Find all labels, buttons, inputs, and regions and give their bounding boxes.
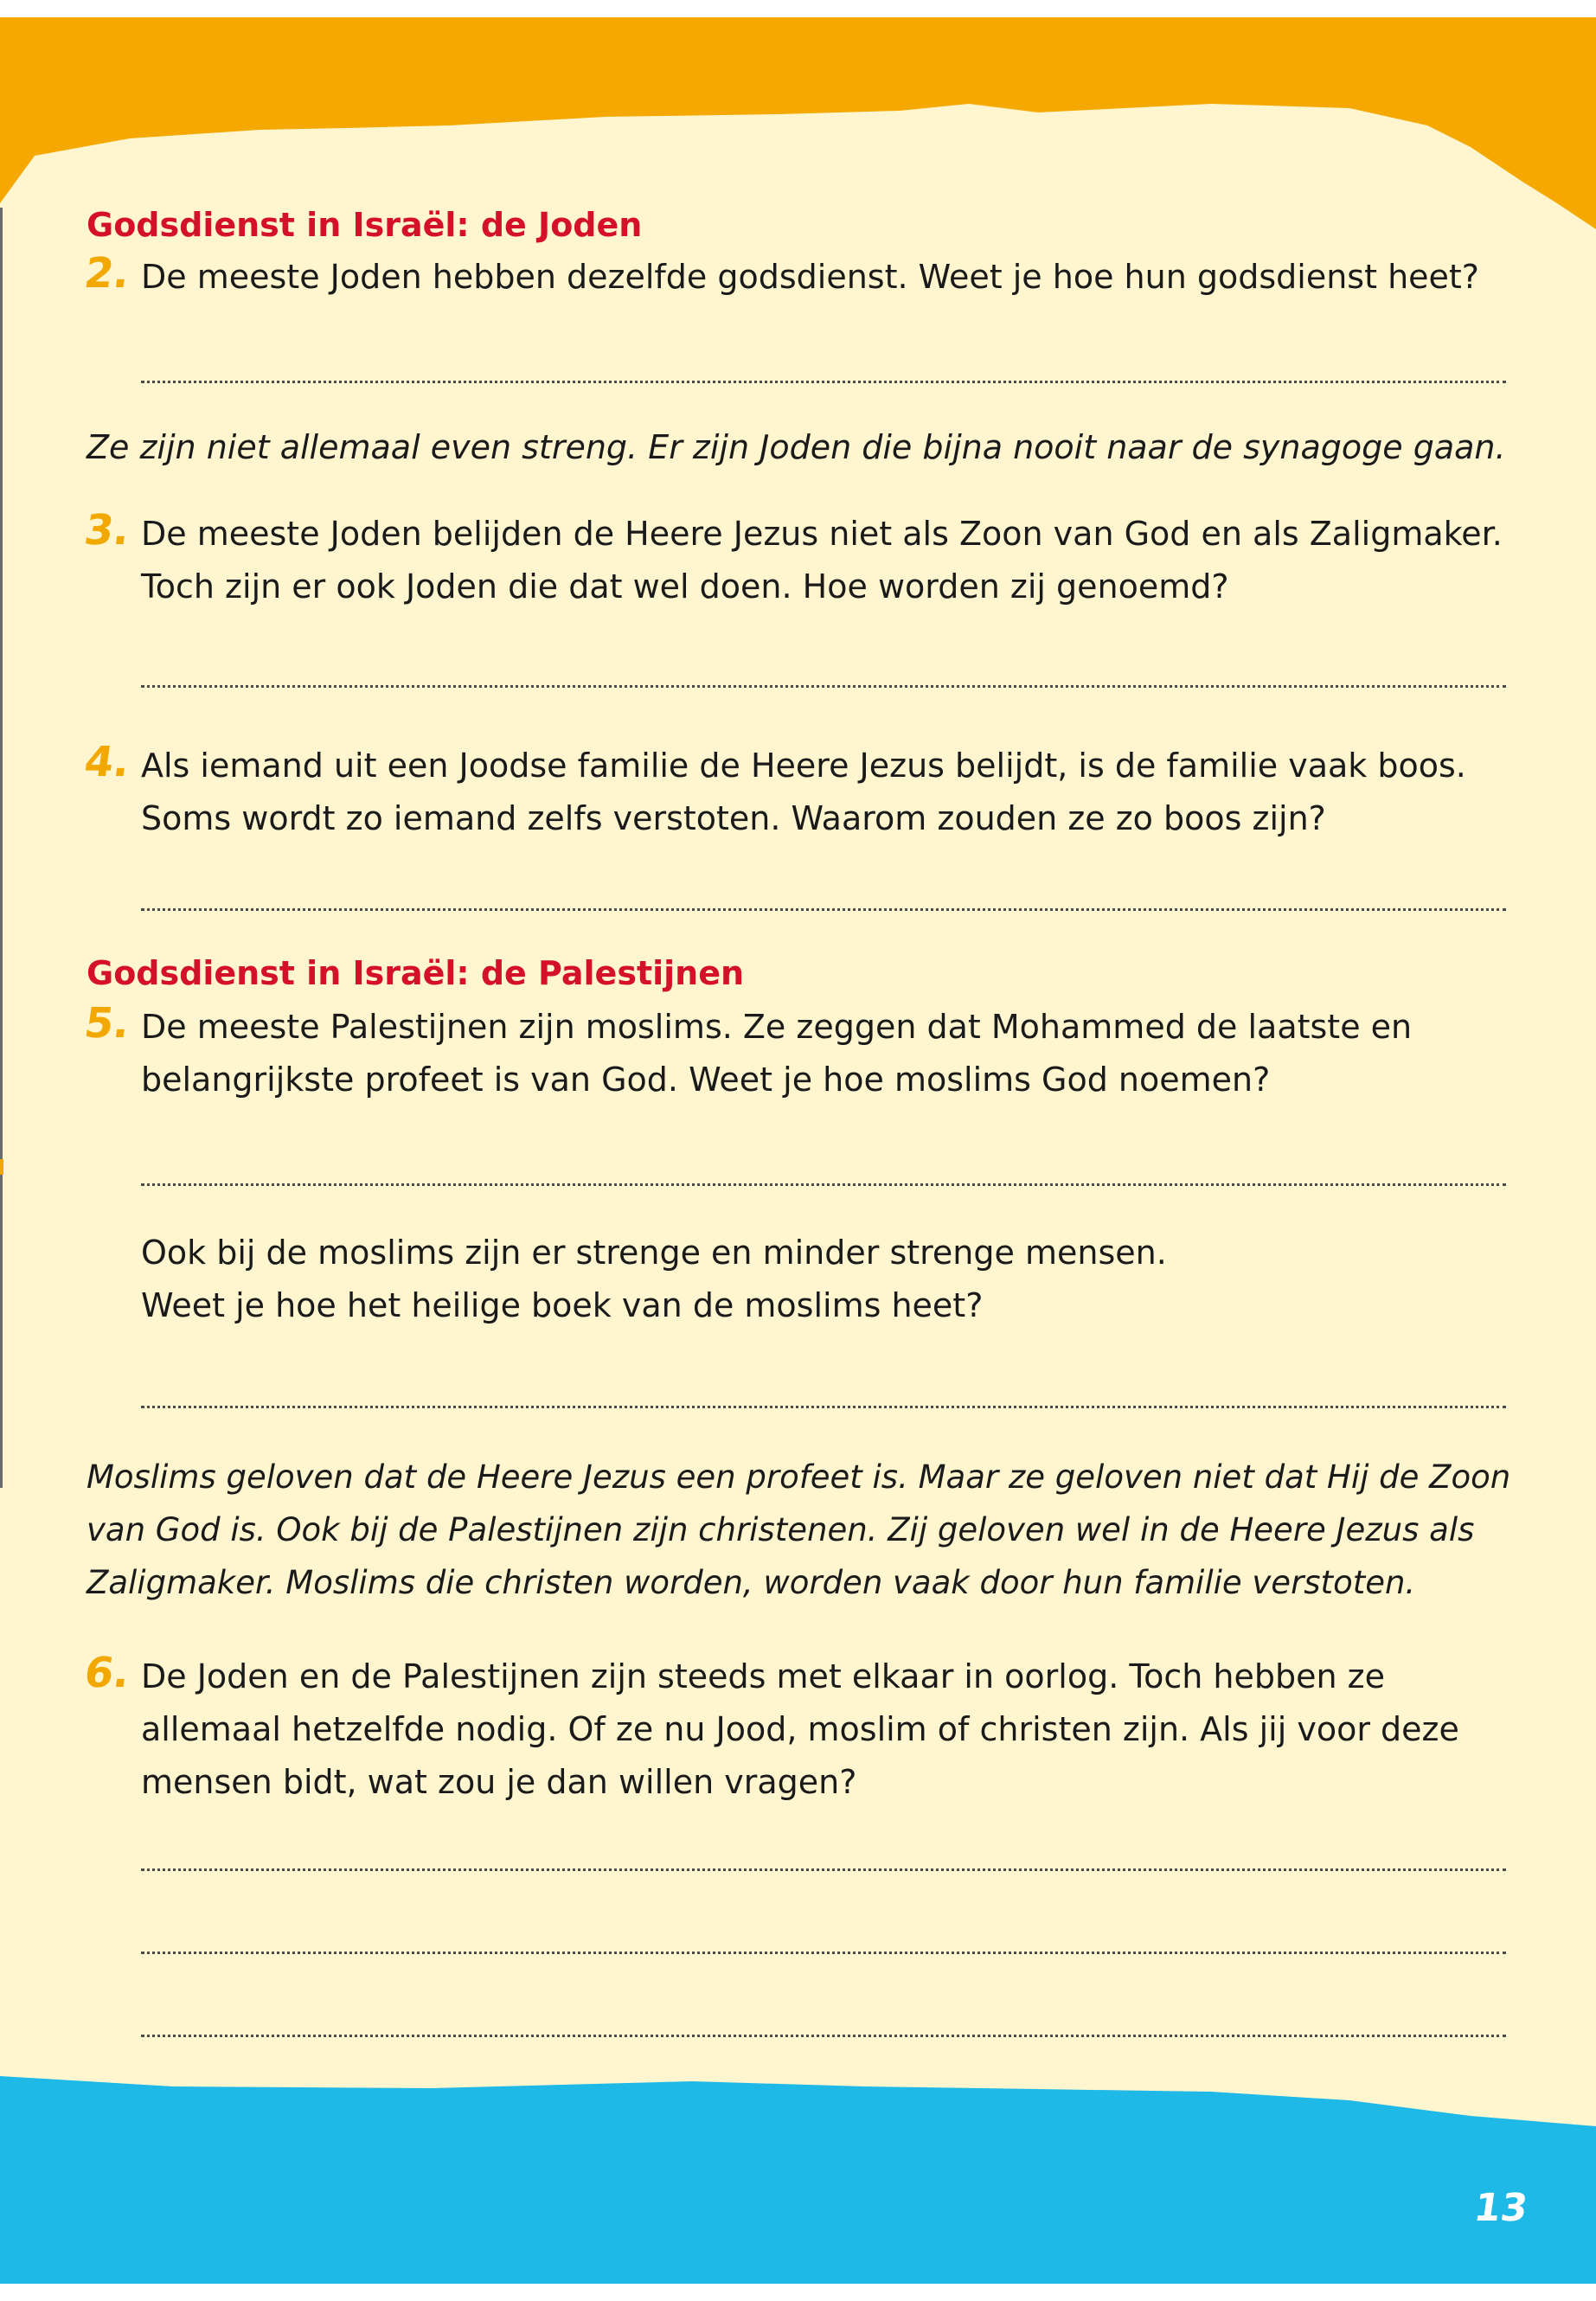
question-4-line-2: Soms wordt zo iemand zelfs verstoten. Waarom zouden ze zo boos zijn?: [141, 799, 1326, 837]
question-3-text: [141, 508, 1525, 613]
question-3-line-1: De meeste Joden belijden de Heere Jezus niet als Zoon van God en als Zaligmaker.: [141, 515, 1503, 553]
page-number: 13: [1471, 2186, 1531, 2230]
question-4-text: [141, 740, 1525, 845]
question-5-followup-line-2: Weet je hoe het heilige boek van de moslims heet?: [141, 1286, 984, 1324]
answer-line-q2[interactable]: [141, 381, 1506, 383]
note-moslims-line-3: Zaligmaker. Moslims die christen worden, worden vaak door hun familie verstoten.: [87, 1564, 1416, 1601]
binding-edge: [0, 208, 3, 1488]
question-number-4: 4.: [81, 738, 133, 786]
answer-line-q5b[interactable]: [141, 1406, 1506, 1408]
answer-line-q6b[interactable]: [141, 1952, 1506, 1954]
answer-line-q3[interactable]: [141, 685, 1506, 688]
question-5-followup: [141, 1227, 1525, 1332]
question-number-5: 5.: [81, 999, 133, 1048]
question-5-line-2: belangrijkste profeet is van God. Weet je hoe moslims God noemen?: [141, 1061, 1271, 1099]
note-moslims: [87, 1451, 1540, 1609]
question-2-line-1: De meeste Joden hebben dezelfde godsdienst. Weet je hoe hun godsdienst heet?: [141, 258, 1479, 296]
question-4-line-1: Als iemand uit een Joodse familie de Heere Jezus belijdt, is de familie vaak boos.: [141, 747, 1466, 785]
note-joden: [87, 421, 1540, 474]
question-5-followup-line-1: Ook bij de moslims zijn er strenge en minder strenge mensen.: [141, 1234, 1167, 1272]
question-number-2: 2.: [81, 249, 133, 298]
question-number-3: 3.: [81, 506, 133, 554]
answer-line-q5a[interactable]: [141, 1183, 1506, 1186]
answer-line-q6a[interactable]: [141, 1868, 1506, 1871]
note-joden-line-1: Ze zijn niet allemaal even streng. Er zijn Joden die bijna nooit naar de synagoge gaan.: [87, 428, 1506, 466]
question-2-text: [141, 251, 1525, 304]
note-moslims-line-2: van God is. Ook bij de Palestijnen zijn christenen. Zij geloven wel in de Heere Jezus als: [87, 1511, 1475, 1548]
worksheet-page: [0, 17, 1596, 2284]
question-5-line-1: De meeste Palestijnen zijn moslims. Ze zeggen dat Mohammed de laatste en: [141, 1008, 1413, 1046]
answer-line-q4[interactable]: [141, 908, 1506, 911]
question-6-line-3: mensen bidt, wat zou je dan willen vragen?: [141, 1763, 857, 1801]
question-5-text: [141, 1001, 1525, 1106]
binding-mark: [0, 1159, 3, 1175]
question-6-line-1: De Joden en de Palestijnen zijn steeds met elkaar in oorlog. Toch hebben ze: [141, 1657, 1385, 1695]
bottom-blue-band: [0, 2076, 1596, 2284]
question-3-line-2: Toch zijn er ook Joden die dat wel doen. Hoe worden zij genoemd?: [141, 567, 1229, 606]
question-6-text: [141, 1650, 1525, 1809]
section-heading-joden: Godsdienst in Israël: de Joden: [87, 206, 643, 244]
section-heading-palestijnen: Godsdienst in Israël: de Palestijnen: [87, 954, 745, 992]
answer-line-q6c[interactable]: [141, 2035, 1506, 2037]
question-6-line-2: allemaal hetzelfde nodig. Of ze nu Jood, moslim of christen zijn. Als jij voor deze: [141, 1710, 1459, 1748]
question-number-6: 6.: [81, 1649, 133, 1697]
note-moslims-line-1: Moslims geloven dat de Heere Jezus een profeet is. Maar ze geloven niet dat Hij de Zoon: [87, 1458, 1511, 1496]
